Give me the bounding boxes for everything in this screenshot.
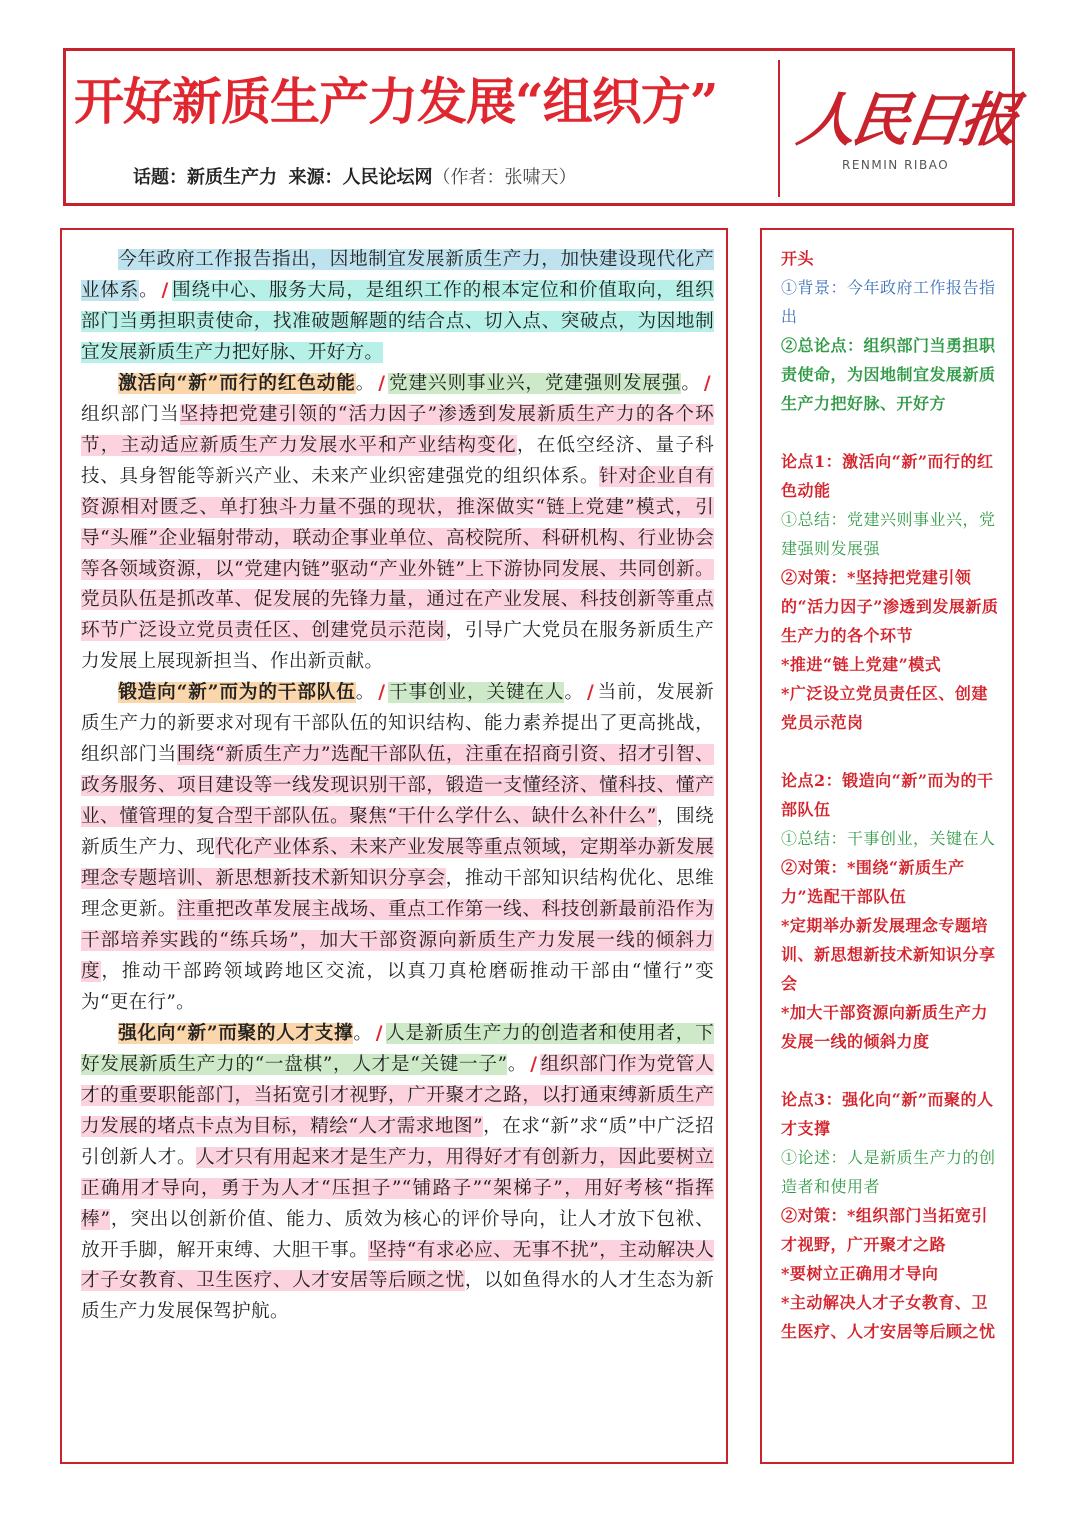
source-label: 来源：	[288, 167, 343, 188]
outline-line: *定期举办新发展理念专题培训、新思想新技术新知识分享会	[781, 916, 996, 993]
highlighted-text: 人才只有用起来才是生产力，用得好才有创新力，因此要树立正确用才导向，勇于为人才“压担子”“铺路子”“架梯子”，用好考核“指挥棒”	[81, 1146, 714, 1230]
text-run: 。	[681, 372, 701, 394]
separator-mark: /	[530, 1053, 538, 1075]
highlighted-text: 组织部门作为党管人才的重要职能部门，当拓宽引才视野，广开聚才之路，以打通束缚新质生产力发展的堵点卡点为目标，精绘“人才需求地图”	[81, 1053, 714, 1137]
outline-block	[781, 447, 1003, 737]
outline-line: *广泛设立党员责任区、创建党员示范岗	[781, 684, 988, 732]
highlighted-text: 党建兴则事业兴，党建强则发展强	[388, 372, 682, 394]
paragraph	[81, 1019, 714, 1329]
separator-mark: /	[703, 372, 711, 394]
text-run: ，推动干部知识结构优化、思维理念更新。	[81, 868, 714, 921]
text-run: 组织部门当	[81, 403, 180, 425]
highlighted-text: 代化产业体系、未来产业发展等重点领域，定期举办新发展理念专题培训、新思想新技术新知识分享会	[81, 837, 714, 890]
highlighted-text: 注重把改革发展主战场、重点工作第一线、科技创新最前沿作为干部培养实践的“练兵场”，加大干部资源向新质生产力发展一线的倾斜力度	[81, 899, 714, 982]
highlighted-text: 激活向“新”而行的红色动能	[118, 372, 356, 394]
text-run: 当前，发展新质生产力的新要求对现有干部队伍的知识结构、能力素养提出了更高挑战，组织部门当	[81, 682, 714, 766]
highlighted-text: 党员队伍是抓改革、促发展的先锋力量，通过在产业发展、科技创新等重点环节广泛设立党员责任区、创建党员示范岗	[81, 589, 714, 642]
text-run: 。	[355, 682, 376, 704]
text-run: 。	[139, 279, 159, 301]
outline-line: ①总结：干事创业，关键在人	[781, 829, 996, 848]
highlighted-text: 针对企业自有资源相对匮乏、单打独斗力量不强的现状，推深做实“链上党建”模式，引导“头雁”企业辐射带动，联动企事业单位、高校院所、科研机构、行业协会等各领域资源，以“党建内链”驱动“产业外链”上下游协同发展、共同创新。	[81, 465, 714, 580]
outline-sidebar	[781, 244, 1003, 1375]
outline-line: ②对策：*围绕“新质生产力”选配干部队伍	[781, 858, 965, 906]
highlighted-text: 锻造向“新”而为的干部队伍	[118, 682, 356, 704]
logo-en-text: RENMIN RIBAO	[842, 158, 950, 172]
separator-mark: /	[378, 372, 386, 394]
outline-line: *推进“链上党建”模式	[781, 655, 942, 674]
highlighted-text: 人是新质生产力的创造者和使用者，下好发展新质生产力的“一盘棋”，人才是“关键一子”	[81, 1022, 714, 1075]
text-run: 。	[564, 682, 584, 704]
separator-mark: /	[586, 682, 595, 704]
header-divider	[778, 60, 780, 197]
highlighted-text: 今年政府工作报告指出，因地制宜发展新质生产力，加快建设现代化产业体系	[81, 249, 714, 301]
paragraph	[81, 369, 714, 679]
text-run: ，在低空经济、量子科技、具身智能等新兴产业、未来产业织密建强党的组织体系。	[81, 434, 714, 487]
separator-mark: /	[161, 279, 169, 301]
text-run: 。	[353, 1022, 373, 1044]
text-run: ，围绕新质生产力、现	[81, 806, 714, 859]
outline-block	[781, 244, 1003, 418]
text-run: ，在求“新”求“质”中广泛招引创新人才。	[81, 1115, 714, 1168]
meta-line	[133, 164, 576, 192]
topic-label: 话题：	[133, 167, 187, 188]
outline-line: *主动解决人才子女教育、卫生医疗、人才安居等后顾之忧	[781, 1293, 996, 1341]
text-run: ，推动干部跨领域跨地区交流，以真刀真枪磨砺推动干部由“懂行”变为“更在行”。	[81, 960, 714, 1013]
outline-line: ①总结：党建兴则事业兴，党建强则发展强	[781, 510, 996, 558]
text-run: ，以如鱼得水的人才生态为新质生产力发展保驾护航。	[81, 1270, 714, 1323]
outline-line: ①论述：人是新质生产力的创造者和使用者	[781, 1148, 996, 1196]
outline-line: ②对策：*坚持把党建引领的“活力因子”渗透到发展新质生产力的各个环节	[781, 568, 999, 645]
outline-heading: 论点2：锻造向“新”而为的干部队伍	[781, 771, 994, 819]
separator-mark: /	[375, 1022, 383, 1044]
outline-line: ②对策：*组织部门当拓宽引才视野，广开聚才之路	[781, 1206, 988, 1254]
separator-mark: /	[378, 682, 386, 704]
paragraph	[81, 245, 714, 369]
topic-value: 新质生产力	[187, 167, 277, 188]
highlighted-text: 围绕“新质生产力”选配干部队伍，注重在招商引资、招才引智、政务服务、项目建设等一线发现识别干部，锻造一支懂经济、懂科技、懂产业、懂管理的复合型干部队伍。聚焦“干什么学什么、缺什么补什么”	[81, 744, 714, 828]
outline-block	[781, 1085, 1003, 1346]
highlighted-text: 坚持“有求必应、无事不扰”，主动解决人才子女教育、卫生医疗、人才安居等后顾之忧	[81, 1239, 714, 1292]
article-body	[81, 245, 714, 1328]
highlighted-text: 坚持把党建引领的“活力因子”渗透到发展新质生产力的各个环节，主动适应新质生产力发展水平和产业结构变化	[81, 403, 714, 456]
renmin-ribao-logo	[793, 80, 1019, 190]
outline-line: ②总论点：组织部门当勇担职责使命，为因地制宜发展新质生产力把好脉、开好方	[781, 336, 996, 413]
author: （作者：张啸天）	[432, 167, 577, 188]
highlighted-text: 干事创业，关键在人	[388, 682, 565, 704]
text-run: 。	[355, 372, 376, 394]
outline-line: ①背景：今年政府工作报告指出	[781, 278, 996, 326]
outline-block	[781, 766, 1003, 1056]
text-run: 。	[507, 1053, 528, 1075]
source-value: 人民论坛网	[342, 167, 433, 188]
text-run: ，引导广大党员在服务新质生产力发展上展现新担当、作出新贡献。	[81, 620, 714, 673]
paragraph	[81, 678, 714, 1018]
outline-heading: 开头	[781, 249, 815, 268]
outline-line: *要树立正确用才导向	[781, 1264, 939, 1283]
outline-line: *加大干部资源向新质生产力发展一线的倾斜力度	[781, 1003, 988, 1051]
outline-heading: 论点1：激活向“新”而行的红色动能	[781, 452, 994, 500]
page-title: 开好新质生产力发展“组织方”	[74, 72, 718, 131]
text-run: ，突出以创新价值、能力、质效为核心的评价导向，让人才放下包袱、放开手脚，解开束缚、大胆干事。	[81, 1208, 714, 1261]
outline-heading: 论点3：强化向“新”而聚的人才支撑	[781, 1090, 994, 1138]
logo-cn-text: 人民日报	[793, 86, 1019, 154]
highlighted-text: 围绕中心、服务大局，是组织工作的根本定位和价值取向，组织部门当勇担职责使命，找准破题解题的结合点、切入点、突破点，为因地制宜发展新质生产力把好脉、开好方。	[81, 279, 714, 363]
highlighted-text: 强化向“新”而聚的人才支撑	[118, 1022, 354, 1044]
